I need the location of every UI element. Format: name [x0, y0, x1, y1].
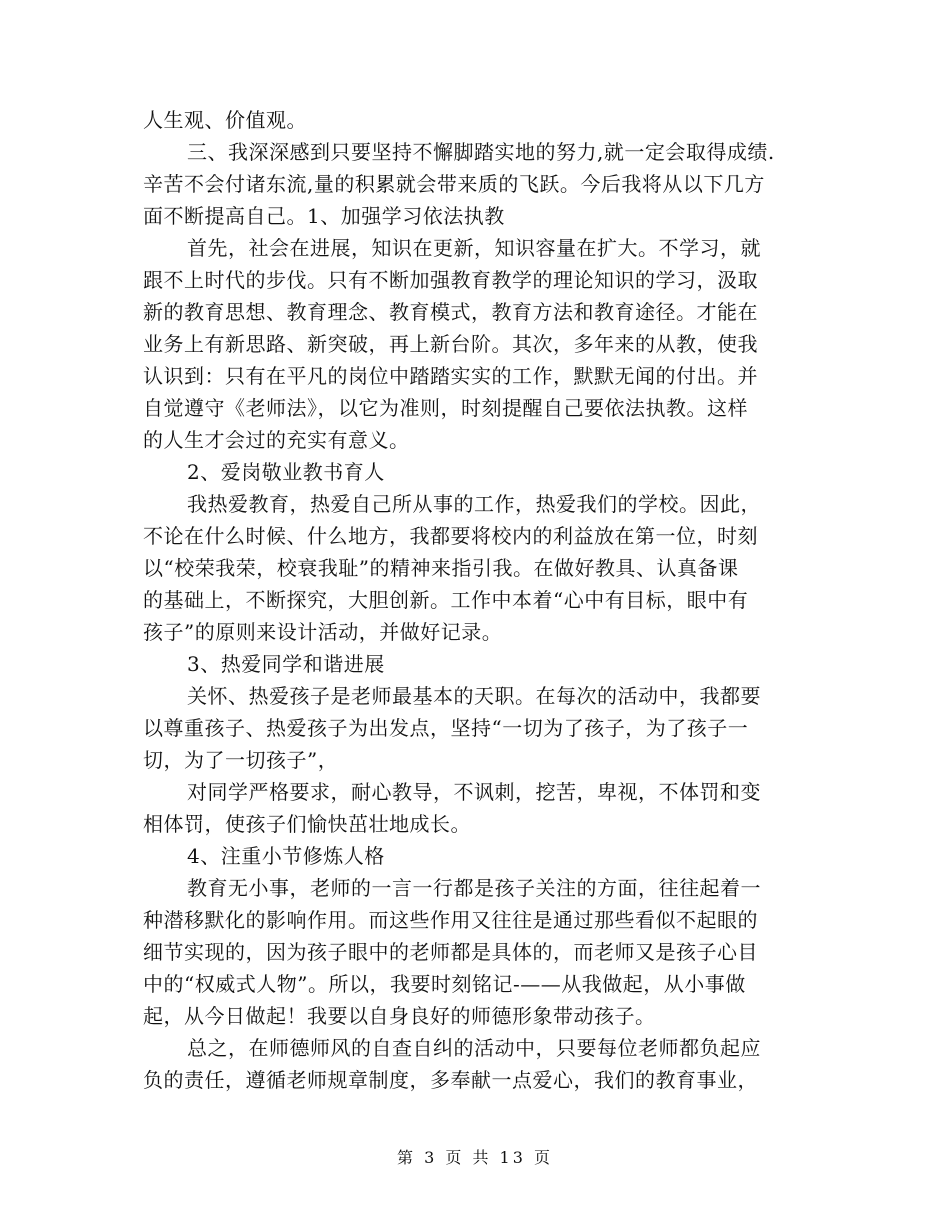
- text-line: 辛苦不会付诸东流,量的积累就会带来质的飞跃。今后我将从以下几方: [143, 172, 765, 196]
- text-line: 的人生才会过的充实有意义。: [143, 428, 410, 452]
- text-line: 自觉遵守《老师法》，以它为准则，时刻提醒自己要依法执教。这样: [143, 396, 748, 420]
- text-line: 种潜移默化的影响作用。而这些作用又往往是通过那些看似不起眼的: [143, 908, 758, 932]
- text-line: 中的“权威式人物”。所以，我要时刻铭记-——从我做起，从小事做: [143, 972, 746, 996]
- text-line: 业务上有新思路、新突破，再上新台阶。其次，多年来的从教，使我: [143, 332, 758, 356]
- text-line: 起，从今日做起！我要以自身良好的师德形象带动孩子。: [143, 1004, 656, 1028]
- text-line: 面不断提高自己。1、加强学习依法执教: [143, 204, 505, 228]
- text-line: 孩子”的原则来设计活动，并做好记录。: [143, 620, 503, 644]
- text-line: 4、注重小节修炼人格: [187, 844, 385, 868]
- document-body: [143, 104, 813, 1096]
- text-line: 以尊重孩子、热爱孩子为出发点，坚持“一切为了孩子，为了孩子一: [143, 716, 749, 740]
- text-line: 认识到：只有在平凡的岗位中踏踏实实的工作，默默无闻的付出。并: [143, 364, 758, 388]
- text-line: 教育无小事，老师的一言一行都是孩子关注的方面，往往起着一: [187, 876, 761, 900]
- text-line: 切，为了一切孩子”，: [143, 748, 339, 772]
- text-line: 细节实现的，因为孩子眼中的老师都是具体的，而老师又是孩子心目: [143, 940, 758, 964]
- text-line: 2、爱岗敬业教书育人: [187, 460, 385, 484]
- text-line: 首先，社会在进展，知识在更新，知识容量在扩大。不学习，就: [187, 236, 761, 260]
- text-line: 跟不上时代的步伐。只有不断加强教育教学的理论知识的学习，汲取: [143, 268, 758, 292]
- text-line: 3、热爱同学和谐进展: [187, 652, 385, 676]
- text-line: 关怀、热爱孩子是老师最基本的天职。在每次的活动中，我都要: [187, 684, 761, 708]
- text-line: 对同学严格要求，耐心教导，不讽刺，挖苦，卑视，不体罚和变: [187, 780, 761, 804]
- text-line: 总之，在师德师风的自查自纠的活动中，只要每位老师都负起应: [187, 1036, 761, 1060]
- text-line: 以“校荣我荣，校衰我耻”的精神来指引我。在做好教具、认真备课: [143, 556, 739, 580]
- text-line: 负的责任，遵循老师规章制度，多奉献一点爱心，我们的教育事业，: [143, 1068, 758, 1092]
- text-line: 新的教育思想、教育理念、教育模式，教育方法和教育途径。才能在: [143, 300, 758, 324]
- text-line: 人生观、价值观。: [143, 108, 307, 132]
- text-line: 的基础上，不断探究，大胆创新。工作中本着“心中有目标，眼中有: [143, 588, 749, 612]
- page-number-footer: 第 3 页 共 13 页: [397, 1148, 553, 1167]
- text-line: 我热爱教育，热爱自己所从事的工作，热爱我们的学校。因此，: [187, 492, 761, 516]
- text-line: 三、我深深感到只要坚持不懈脚踏实地的努力,就一定会取得成绩.: [187, 140, 775, 164]
- text-line: 不论在什么时候、什么地方，我都要将校内的利益放在第一位，时刻: [143, 524, 758, 548]
- text-line: 相体罚，使孩子们愉快茁壮地成长。: [143, 812, 471, 836]
